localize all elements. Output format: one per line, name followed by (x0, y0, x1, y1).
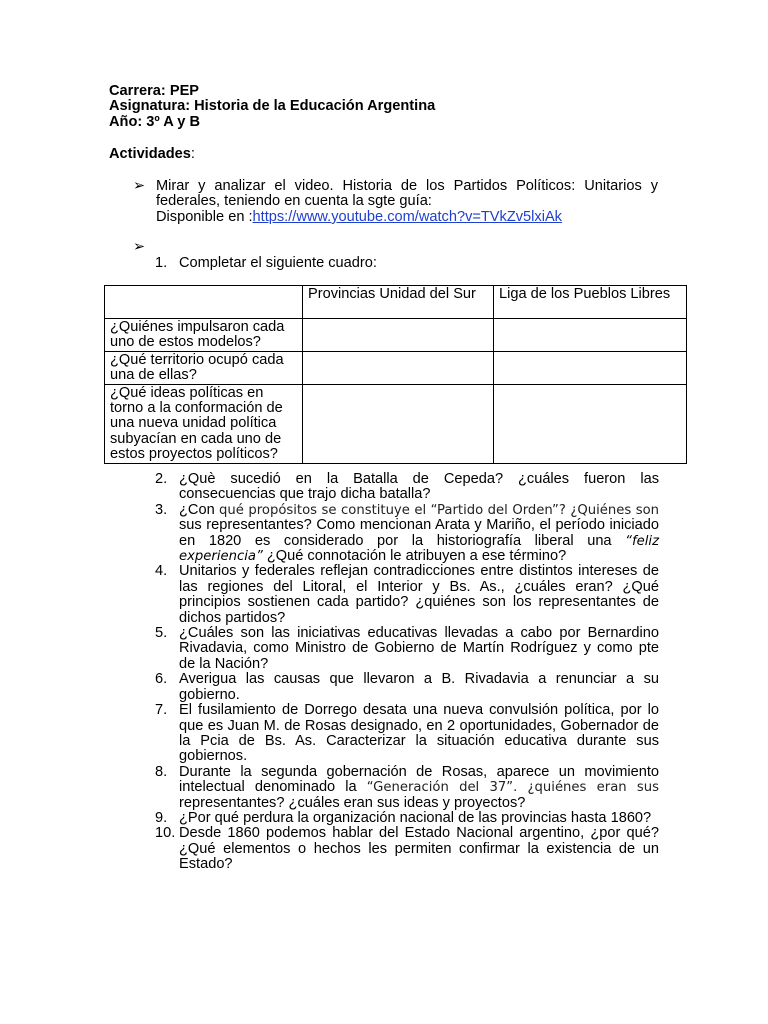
quoted-term: “feliz experiencia” (179, 533, 659, 565)
table-row (105, 384, 687, 463)
question-number: 6. (155, 671, 168, 688)
question-text: Averigua las causas que llevaron a B. Rivadavia a renunciar a su gobierno. (179, 671, 659, 703)
table-cell-empty[interactable] (303, 319, 494, 352)
question-4 (155, 564, 659, 626)
table-header-row (105, 286, 687, 319)
question-text: ¿Por qué perdura la organización nacional de las provincias hasta 1860? (179, 809, 652, 826)
table-header-cell-empty (105, 286, 303, 319)
question-10 (155, 826, 659, 872)
item-number: 1. (155, 255, 168, 271)
asignatura-line: Asignatura: Historia de la Educación Argentina (109, 98, 436, 115)
comparison-table (104, 285, 687, 464)
actividades-colon: : (190, 146, 195, 162)
video-instruction-text: Mirar y analizar el video. Historia de los Partidos Políticos: Unitarios y federales, teniendo en cuenta la sgte guía: (156, 178, 658, 210)
carrera-line: Carrera: PEP (109, 83, 200, 99)
question-2 (155, 472, 659, 503)
question-6 (155, 672, 659, 703)
video-link[interactable]: https://www.youtube.com/watch?v=TVkZv5lxiAk (252, 208, 562, 225)
question-3 (155, 503, 659, 565)
question-number: 8. (155, 763, 168, 780)
table-row-label: ¿Qué ideas políticas en torno a la conformación de una nueva unidad política subyacían en cada uno de estos proyectos políticos? (105, 384, 303, 463)
table-header-cell: Liga de los Pueblos Libres (494, 286, 687, 319)
table-header-cell: Provincias Unidad del Sur (303, 286, 494, 319)
question-number: 9. (155, 809, 168, 826)
arrow-bullet-icon: ➢ (133, 239, 146, 255)
question-9 (155, 811, 659, 826)
question-text: Desde 1860 podemos hablar del Estado Nacional argentino, ¿por qué? ¿Qué elementos o hechos les permiten confirmar la existencia de un Estado? (179, 825, 659, 873)
question-text-part: “Generación del 37”. ¿quiénes eran sus (366, 780, 660, 796)
table-cell-empty[interactable] (303, 351, 494, 384)
item-1 (155, 256, 659, 271)
question-number: 2. (155, 471, 168, 487)
table-cell-empty[interactable] (494, 319, 687, 352)
table-cell-empty[interactable] (494, 384, 687, 463)
arrow-bullet-icon: ➢ (133, 178, 146, 194)
question-list (155, 472, 659, 873)
question-number: 10. (155, 825, 176, 842)
table-row (105, 319, 687, 352)
question-text-part: ¿Qué connotación le atribuyen a ese término? (262, 548, 567, 565)
question-7 (155, 703, 659, 765)
table-cell-empty[interactable] (494, 351, 687, 384)
question-text: El fusilamiento de Dorrego desata una nueva convulsión política, por lo que es Juan M. de Rosas designado, en 2 oportunidades, Gobernador de la Pcia de Bs. As. Caracterizar la situación educativa durante sus gobiernos. (179, 702, 659, 765)
question-text: Unitarios y federales reflejan contradicciones entre distintos intereses de las regiones del Litoral, el Interior y Bs. As., ¿cuáles eran? ¿Qué principios sostienen cada partido? ¿quiénes son los representantes de dichos partidos? (179, 563, 659, 626)
actividades-heading (109, 147, 195, 162)
table-cell-empty[interactable] (303, 384, 494, 463)
table-row-label: ¿Quiénes impulsaron cada uno de estos modelos? (105, 319, 303, 352)
anio-line: Año: 3º A y B (109, 113, 201, 130)
question-number: 4. (155, 563, 168, 580)
bullet-video-instruction (156, 179, 658, 225)
question-8 (155, 765, 659, 811)
question-text-part: Durante la segunda gobernación de Rosas, aparece un movimiento intelectual denominado la (179, 763, 659, 796)
disponible-label: Disponible en : (156, 208, 253, 225)
table-row-label: ¿Qué territorio ocupó cada una de ellas? (105, 351, 303, 384)
question-number: 7. (155, 702, 168, 719)
question-text: ¿Cuáles son las iniciativas educativas llevadas a cabo por Bernardino Rivadavia, como Ministro de Gobierno de Martín Rodríguez y como pte de la Nación? (179, 625, 659, 672)
actividades-label: Actividades (109, 146, 191, 162)
question-number: 5. (155, 625, 168, 642)
question-number: 3. (155, 501, 168, 518)
question-text-part: ¿Con (179, 501, 220, 518)
question-text-part: sus representantes? Como mencionan Arata y Mariño, el período iniciado en 1820 es considerado por la historiografía liberal una (179, 517, 659, 549)
table-row (105, 351, 687, 384)
question-text-part: representantes? ¿cuáles eran sus ideas y proyectos? (179, 794, 526, 811)
question-5 (155, 626, 659, 672)
document-header (109, 84, 435, 130)
item-text: Completar el siguiente cuadro: (179, 255, 377, 271)
question-text: ¿Què sucedió en la Batalla de Cepeda? ¿cuáles fueron las consecuencias que trajo dicha batalla? (179, 471, 659, 503)
question-text-part: qué propósitos se constituye el “Partido del Orden”? ¿Quiénes son (219, 502, 659, 518)
